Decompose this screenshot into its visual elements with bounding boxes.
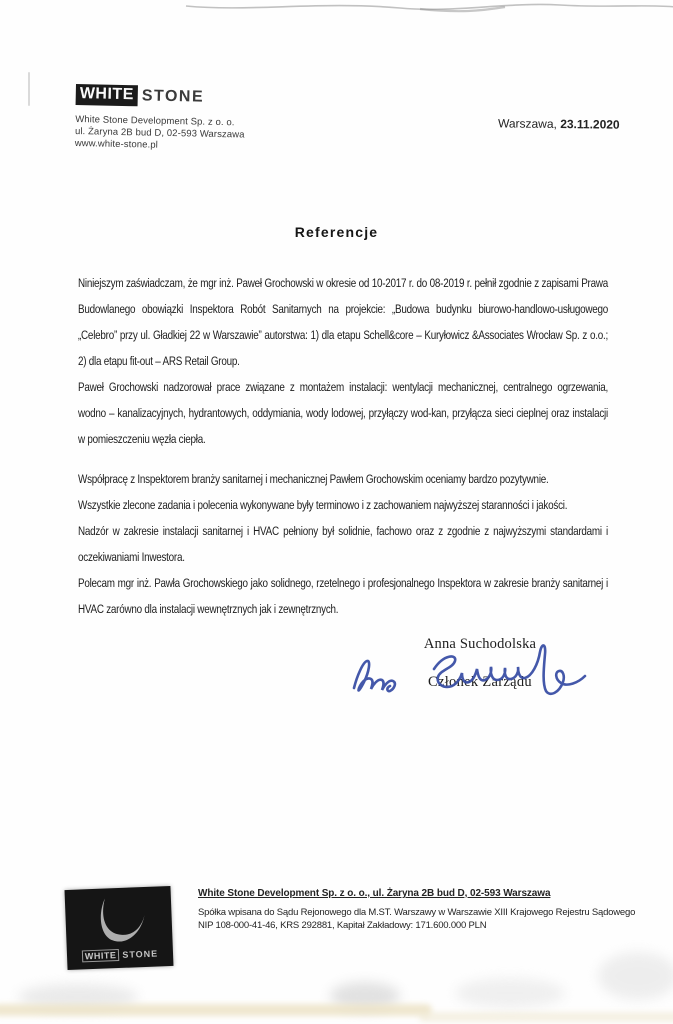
footer-logo-word-stone: STONE (122, 948, 159, 960)
company-website: www.white-stone.pl (74, 137, 158, 151)
scan-artifact-left-streak (28, 72, 30, 106)
logo-word-stone: STONE (141, 86, 205, 106)
company-name: White Stone Development Sp. z o. o. (75, 113, 235, 129)
letter-paragraph: Współpracę z Inspektorem branży sanitarnej i mechanicznej Pawłem Grochowskim oceniamy bardzo pozytywnie. (78, 472, 549, 486)
date-value: 23.11.2020 (560, 117, 620, 132)
footer-logo-text (82, 948, 159, 963)
footer-logo-box (65, 886, 174, 970)
scan-artifact-blob (330, 982, 400, 1010)
letter-paragraph: Polecam mgr inż. Pawła Grochowskiego jako solidnego, rzetelnego i profesjonalnego Inspektora w zakresie branży sanitarnej i HVAC zarówno dla instalacji wewnętrznych jak i zewnętrznych. (78, 576, 608, 616)
page-title: Referencje (294, 224, 379, 240)
swoosh-icon (89, 893, 149, 947)
letterhead (75, 84, 246, 154)
letter-body (78, 270, 608, 622)
letter-paragraph: Niniejszym zaświadczam, że mgr inż. Paweł Grochowski w okresie od 10-2017 r. do 08-2019 r. pełnił zgodnie z zapisami Prawa Budowlanego obowiązki Inspektora Robót Sanitarnych na projekcie: „Budowa budynku biurowo-handlowo-usługowego „Celebro” przy ul. Gładkiej 22 w Warszawie” autorstwa: 1) dla etapu Schell&core – Kuryłowicz &Associates Wrocław Sp. z o.o.; 2) dla etapu fit-out – ARS Retail Group. (78, 276, 608, 368)
footer-address-line: White Stone Development Sp. z o. o., ul. Żaryna 2B bud D, 02-593 Warszawa (198, 888, 551, 899)
letter-paragraph: Wszystkie zlecone zadania i polecenia wykonywane były terminowo i z zachowaniem najwyższej staranności i jakości. (78, 498, 568, 512)
footer-info (198, 888, 638, 932)
place-and-date (498, 116, 620, 131)
scan-artifact-bottom-streak (0, 1004, 432, 1016)
footer-logo-word-white: WHITE (82, 949, 120, 962)
letter-paragraph: Paweł Grochowski nadzorował prace związane z montażem instalacji: wentylacji mechanicznej, centralnego ogrzewania, wodno – kanalizacyjnych, hydrantowych, oddymiania, wody lodowej, przyłączy wod-kan, przyłącza sieci cieplnej oraz instalacji w pomieszczeniu węzła ciepła. (78, 380, 608, 446)
signatory-name: Anna Suchodolska (423, 636, 537, 652)
place-label: Warszawa, (497, 116, 557, 131)
scan-artifact-blob (455, 978, 565, 1008)
scan-artifact-bottom-streak (420, 1012, 673, 1022)
handwritten-signature (342, 642, 604, 704)
footer-ids-line: NIP 108-000-41-46, KRS 292881, Kapitał Zakładowy: 171.600.000 PLN (198, 919, 487, 931)
logo-word-white: WHITE (76, 84, 138, 106)
scan-artifact-blob (18, 984, 138, 1010)
company-logo (76, 84, 246, 109)
signatory-role: Członek Zarządu (428, 674, 532, 690)
company-address: ul. Żaryna 2B bud D, 02-593 Warszawa (74, 125, 245, 141)
scan-artifact-top-edge (0, 0, 673, 16)
scan-artifact-blob (598, 952, 673, 1000)
signature-block (340, 636, 620, 691)
footer-registry-line: Spółka wpisana do Sądu Rejonowego dla M.ST. Warszawy w Warszawie XIII Krajowego Rejestru Sądowego (198, 907, 636, 918)
letter-paragraph: Nadzór w zakresie instalacji sanitarnej i HVAC pełniony był solidnie, fachowo oraz z zgodnie z najwyższymi standardami i oczekiwaniami Inwestora. (78, 524, 608, 564)
